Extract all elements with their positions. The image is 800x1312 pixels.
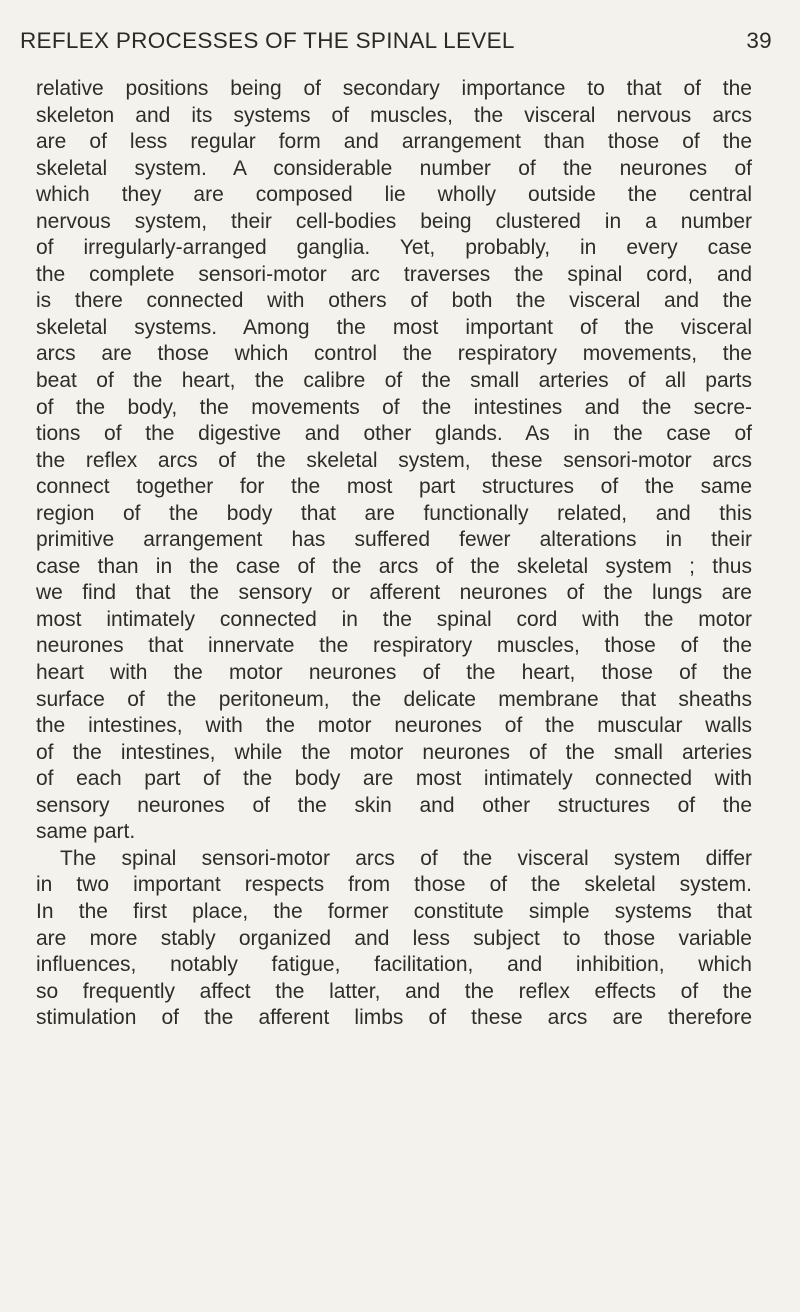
text-line: case than in the case of the arcs of the skeletal system ; thus xyxy=(36,554,752,578)
text-line: tions of the digestive and other glands. As in the case of xyxy=(36,422,752,446)
text-line: arcs are those which control the respiratory movements, the xyxy=(36,342,752,366)
text-line: most intimately connected in the spinal cord with the motor xyxy=(36,607,752,631)
text-line: primitive arrangement has suffered fewer alterations in their xyxy=(36,528,752,552)
text-line: stimulation of the afferent limbs of these arcs are therefore xyxy=(36,1006,752,1030)
chapter-title: REFLEX PROCESSES OF THE SPINAL LEVEL xyxy=(20,28,515,53)
text-line: region of the body that are functionally related, and this xyxy=(36,501,752,525)
text-line: the reflex arcs of the skeletal system, these sensori-motor arcs xyxy=(36,448,752,472)
text-line: the intestines, with the motor neurones of the muscular walls xyxy=(36,714,752,738)
page-number: 39 xyxy=(746,28,772,53)
text-line: skeletal system. A considerable number of the neurones of xyxy=(36,156,752,180)
text-line: The spinal sensori-motor arcs of the visceral system differ xyxy=(60,846,752,870)
text-line: of irregularly-arranged ganglia. Yet, probably, in every case xyxy=(36,236,752,260)
text-line: of the intestines, while the motor neurones of the small arteries xyxy=(36,740,752,764)
text-line: we find that the sensory or afferent neurones of the lungs are xyxy=(36,581,752,605)
text-line: so frequently affect the latter, and the reflex effects of the xyxy=(36,979,752,1003)
paragraph-1 xyxy=(36,76,752,846)
text-line: of each part of the body are most intimately connected with xyxy=(36,767,752,791)
text-line: neurones that innervate the respiratory muscles, those of the xyxy=(36,634,752,658)
body-text xyxy=(36,76,752,1032)
text-line: in two important respects from those of the skeletal system. xyxy=(36,873,752,897)
text-line: connect together for the most part structures of the same xyxy=(36,475,752,499)
text-line: surface of the peritoneum, the delicate membrane that sheaths xyxy=(36,687,752,711)
text-line: skeletal systems. Among the most important of the visceral xyxy=(36,315,752,339)
text-line: skeleton and its systems of muscles, the visceral nervous arcs xyxy=(36,103,752,127)
text-line: beat of the heart, the calibre of the small arteries of all parts xyxy=(36,369,752,393)
text-line: nervous system, their cell-bodies being clustered in a number xyxy=(36,209,752,233)
text-line: is there connected with others of both the visceral and the xyxy=(36,289,752,313)
text-line: of the body, the movements of the intestines and the secre- xyxy=(36,395,752,419)
text-line: the complete sensori-motor arc traverses the spinal cord, and xyxy=(36,262,752,286)
text-line: are more stably organized and less subject to those variable xyxy=(36,926,752,950)
text-line: In the first place, the former constitute simple systems that xyxy=(36,899,752,923)
text-line: are of less regular form and arrangement than those of the xyxy=(36,130,752,154)
paragraph-2 xyxy=(36,846,752,1032)
text-line: relative positions being of secondary importance to that of the xyxy=(36,77,752,100)
text-line: sensory neurones of the skin and other structures of the xyxy=(36,793,752,817)
text-line: heart with the motor neurones of the heart, those of the xyxy=(36,661,752,685)
running-head xyxy=(20,28,772,60)
text-line: which they are composed lie wholly outside the central xyxy=(36,183,752,207)
text-line: same part. xyxy=(36,820,136,844)
text-line: influences, notably fatigue, facilitation, and inhibition, which xyxy=(36,953,752,977)
